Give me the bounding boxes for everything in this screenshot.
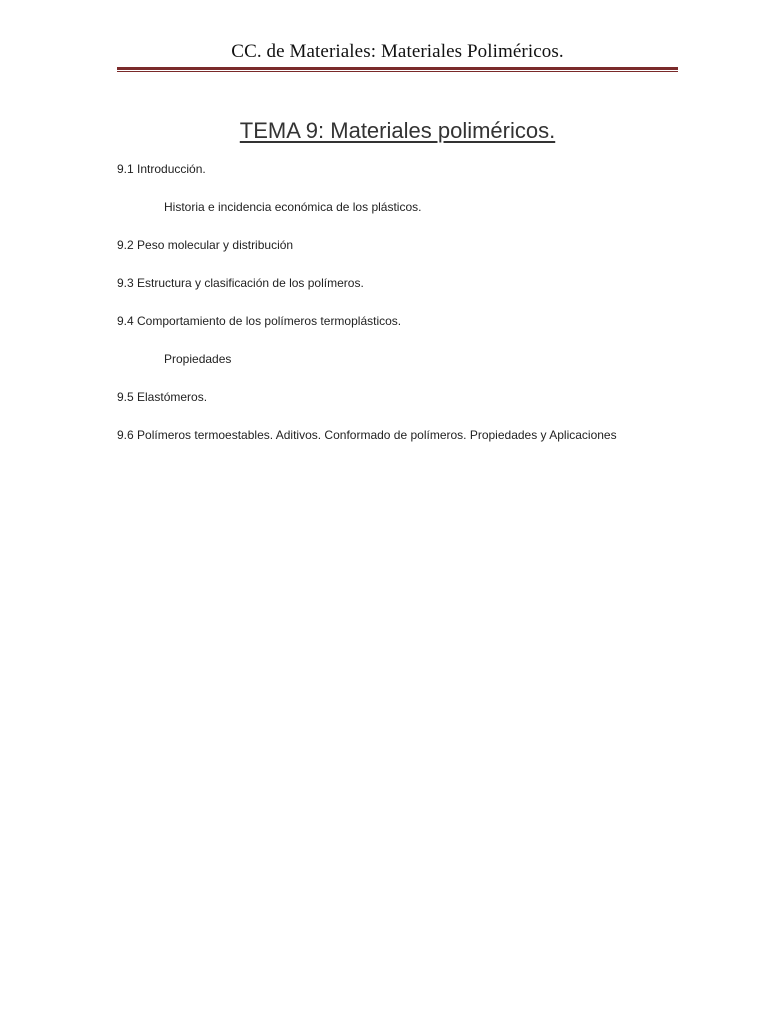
toc-item-9-6: 9.6 Polímeros termoestables. Aditivos. Conformado de polímeros. Propiedades y Aplicaciones — [117, 428, 617, 442]
toc-item-9-3: 9.3 Estructura y clasificación de los polímeros. — [117, 276, 364, 290]
header-rule-thin — [117, 71, 678, 72]
toc-item-9-4: 9.4 Comportamiento de los polímeros termoplásticos. — [117, 314, 402, 328]
toc-item-9-2: 9.2 Peso molecular y distribución — [117, 238, 294, 252]
toc-item-9-1: 9.1 Introducción. — [117, 162, 206, 176]
header-rule — [117, 67, 678, 70]
running-header-title: CC. de Materiales: Materiales Poliméricos. — [231, 41, 564, 62]
document-title: TEMA 9: Materiales poliméricos. — [239, 118, 556, 143]
toc-subitem-propiedades: Propiedades — [164, 352, 232, 366]
toc-subitem-historia: Historia e incidencia económica de los plásticos. — [164, 200, 422, 214]
toc-item-9-5: 9.5 Elastómeros. — [117, 390, 208, 404]
